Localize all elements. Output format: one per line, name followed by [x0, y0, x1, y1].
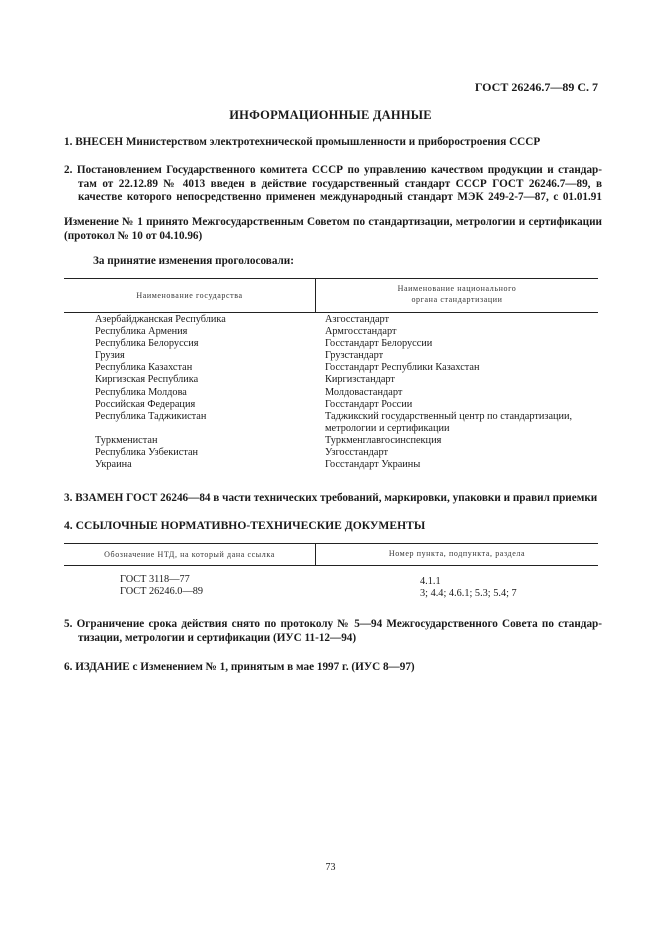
document-reference: ГОСТ 26246.7—89 С. 7 — [474, 80, 598, 94]
table-row-body: Армгосстандарт — [325, 326, 397, 338]
vote-table-header-rule — [64, 312, 598, 313]
amendment-line-1: Изменение № 1 принято Межгосударственным Советом по стандартизации, метрологии и сертификации — [64, 216, 602, 228]
section-2-line-2: там от 22.12.89 № 4013 введен в действие государственный стандарт СССР ГОСТ 26246.7—89, в — [78, 177, 602, 190]
table-row-state: Республика Армения — [95, 326, 188, 338]
vote-table-header-body-line-2: органа стандартизации — [411, 295, 503, 304]
table-row-state: Российская Федерация — [95, 398, 196, 410]
amendment-note — [64, 216, 602, 243]
table-row-body: Киргизстандарт — [325, 374, 395, 386]
table-row-body: Грузстандарт — [325, 350, 384, 362]
table-row-state: Республика Казахстан — [95, 362, 193, 374]
reference-table-header-clause: Номер пункта, подпункта, раздела — [388, 549, 526, 558]
table-row-body: Узгосстандарт — [325, 447, 388, 459]
table-row-state: Грузия — [95, 350, 125, 362]
vote-table-bodies-column — [325, 314, 572, 471]
table-row-doc: ГОСТ 26246.0—89 — [120, 586, 204, 598]
vote-table-header-state: Наименование государства — [136, 291, 243, 300]
table-row-state: Азербайджанская Республика — [95, 314, 226, 325]
table-row-clause: 4.1.1 — [420, 576, 441, 587]
section-2 — [64, 164, 602, 205]
amendment-line-2: (протокол № 10 от 04.10.96) — [64, 229, 203, 242]
section-5 — [64, 618, 602, 645]
vote-table-title: За принятие изменения проголосовали: — [93, 255, 294, 267]
table-row-body: Госстандарт Республики Казахстан — [325, 362, 480, 374]
section-2-line-1: 2. Постановлением Государственного комитета СССР по управлению качеством продукции и стандар- — [64, 164, 602, 176]
vote-table-top-rule — [64, 278, 598, 279]
table-row-state: Туркменистан — [95, 434, 158, 446]
reference-table-docs-column — [120, 574, 203, 598]
table-row-body: Госстандарт России — [325, 398, 413, 410]
reference-table-header-doc: Обозначение НТД, на который дана ссылка — [104, 550, 275, 559]
vote-table-header-body — [316, 283, 598, 305]
table-row-state: Республика Белоруссия — [95, 338, 199, 350]
section-5-line-2: тизации, метрологии и сертификации (ИУС 11-12—94) — [78, 631, 357, 644]
section-1: 1. ВНЕСЕН Министерством электротехнической промышленности и приборостроения СССР — [64, 136, 541, 148]
reference-table-top-rule — [64, 543, 598, 544]
page-title: ИНФОРМАЦИОННЫЕ ДАННЫЕ — [229, 108, 432, 122]
table-row-doc: ГОСТ 3118—77 — [120, 574, 190, 585]
table-row-body: Госстандарт Белоруссии — [325, 338, 433, 350]
vote-table-header-body-line-1: Наименование национального — [397, 284, 517, 293]
section-4: 4. ССЫЛОЧНЫЕ НОРМАТИВНО-ТЕХНИЧЕСКИЕ ДОКУМЕНТЫ — [64, 519, 426, 532]
page-number: 73 — [325, 862, 336, 873]
reference-table-clauses-column — [420, 576, 517, 600]
vote-table-states-column — [95, 314, 226, 471]
table-row-body: Туркменглавгосинспекция — [325, 434, 442, 446]
table-row-clause: 3; 4.4; 4.6.1; 5.3; 5.4; 7 — [420, 588, 517, 600]
section-3: 3. ВЗАМЕН ГОСТ 26246—84 в части технических требований, маркировки, упаковки и правил приемки — [64, 492, 598, 504]
table-row-state: Республика Молдова — [95, 386, 187, 398]
reference-table-header-rule — [64, 565, 598, 566]
table-row-state — [95, 423, 226, 435]
table-row-state: Украина — [95, 459, 132, 471]
section-6: 6. ИЗДАНИЕ с Изменением № 1, принятым в мае 1997 г. (ИУС 8—97) — [64, 661, 415, 673]
section-2-line-3: качестве которого непосредственно применен международный стандарт МЭК 249-2-7—87, с 01.01.91 — [78, 191, 602, 203]
table-row-state: Республика Таджикистан — [95, 410, 207, 422]
table-row-body: метрологии и сертификации — [325, 422, 450, 434]
table-row-state: Киргизская Республика — [95, 374, 199, 386]
table-row-body: Таджикский государственный центр по стандартизации, — [325, 410, 573, 422]
table-row-body: Азгосстандарт — [325, 314, 390, 325]
table-row-body: Госстандарт Украины — [325, 459, 421, 471]
section-5-line-1: 5. Ограничение срока действия снято по протоколу № 5—94 Межгосударственного Совета по стандар- — [64, 618, 602, 630]
table-row-state: Республика Узбекистан — [95, 447, 199, 459]
table-row-body: Молдовастандарт — [325, 386, 403, 398]
